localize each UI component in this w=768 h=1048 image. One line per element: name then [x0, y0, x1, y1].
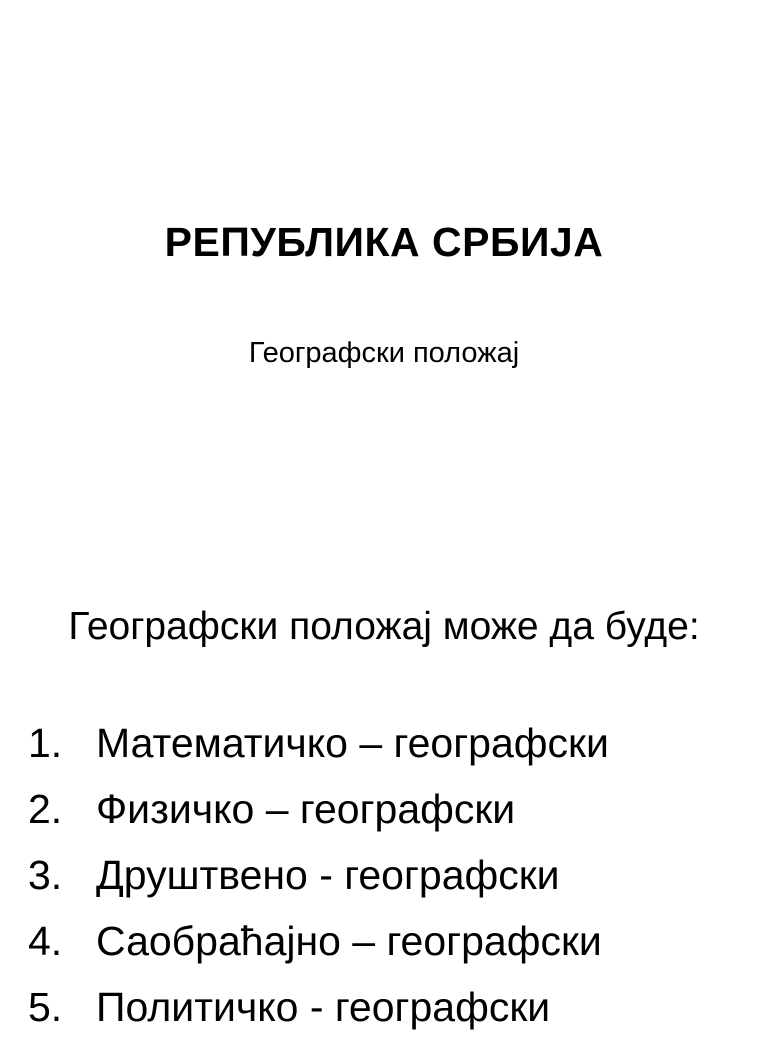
list-item-number: 2. — [28, 786, 63, 832]
content-slide — [0, 512, 768, 1030]
list-item-text: Друштвено - географски — [96, 852, 560, 898]
list-item-text: Политичко - географски — [96, 984, 551, 1030]
title-slide — [0, 0, 768, 512]
list-item-text: Физичко – географски — [96, 786, 516, 832]
list-item-number: 1. — [28, 720, 63, 766]
list-item-text: Математичко – географски — [96, 720, 609, 766]
list-item-number: 5. — [28, 984, 63, 1030]
list-item-number: 4. — [28, 918, 63, 964]
slide-title: РЕПУБЛИКА СРБИЈА — [164, 219, 604, 265]
list-item-number: 3. — [28, 852, 63, 898]
slide-subtitle: Географски положај — [248, 337, 520, 369]
list-item-text: Саобраћајно – географски — [96, 918, 602, 964]
intro-text: Географски положај може да буде: — [68, 605, 700, 648]
